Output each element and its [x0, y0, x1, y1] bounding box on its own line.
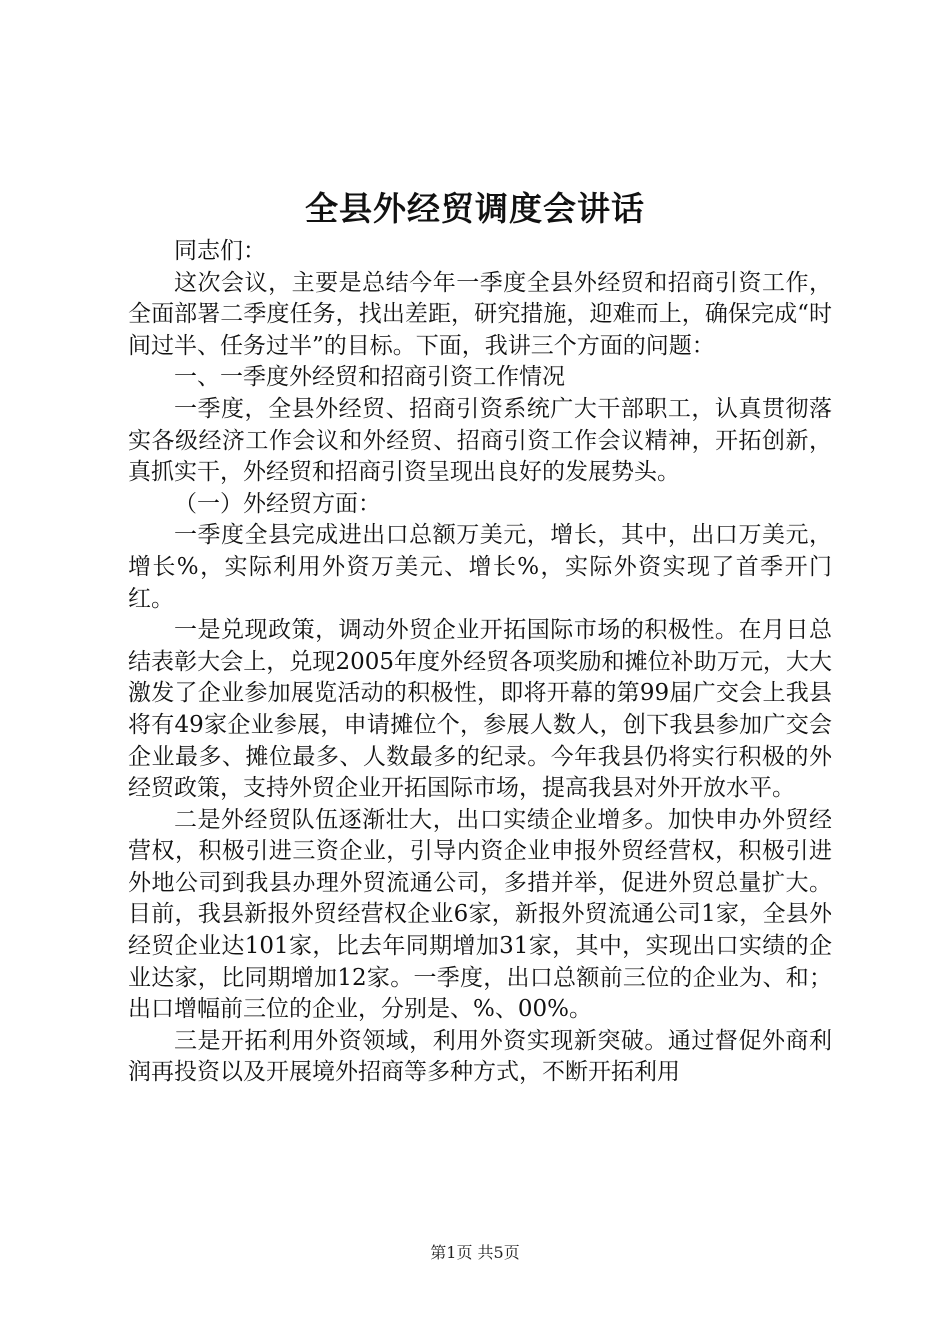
document-title: 全县外经贸调度会讲话	[305, 189, 645, 228]
subsection-heading: （一）外经贸方面：	[174, 490, 381, 517]
salutation: 同志们：	[174, 238, 266, 264]
body-paragraph: 一季度，全县外经贸、招商引资系统广大干部职工，认真贯彻落实各级经济工作会议和外经贸、招商引资工作会议精神，开拓创新，真抓实干，外经贸和招商引资呈现出良好的发展势头。	[128, 395, 832, 486]
page-footer: 第1页 共5页	[430, 1243, 520, 1262]
document-body	[128, 236, 832, 1089]
body-paragraph: 一季度全县完成进出口总额万美元，增长，其中，出口万美元，增长%，实际利用外资万美元、增长%，实际外资实现了首季开门红。	[128, 522, 832, 612]
body-paragraph: 一是兑现政策，调动外贸企业开拓国际市场的积极性。在月日总结表彰大会上，兑现2005年度外经贸各项奖励和摊位补助万元，大大激发了企业参加展览活动的积极性，即将开幕的第99届广交会上我县将有49家企业参展，申请摊位个，参展人数人，创下我县参加广交会企业最多、摊位最多、人数最多的纪录。今年我县仍将实行积极的外经贸政策，支持外贸企业开拓国际市场，提高我县对外开放水平。	[128, 617, 832, 802]
body-paragraph: 三是开拓利用外资领域，利用外资实现新突破。通过督促外商利润再投资以及开展境外招商等多种方式，不断开拓利用	[128, 1027, 832, 1086]
body-paragraph: 这次会议，主要是总结今年一季度全县外经贸和招商引资工作，全面部署二季度任务，找出差距，研究措施，迎难而上，确保完成“时间过半、任务过半”的目标。下面，我讲三个方面的问题：	[128, 269, 832, 359]
body-paragraph: 二是外经贸队伍逐渐壮大，出口实绩企业增多。加快申办外贸经营权，积极引进三资企业，引导内资企业申报外贸经营权，积极引进外地公司到我县办理外贸流通公司，多措并举，促进外贸总量扩大。目前，我县新报外贸经营权企业6家，新报外贸流通公司1家，全县外经贸企业达101家，比去年同期增加31家，其中，实现出口实绩的企业达家，比同期增加12家。一季度，出口总额前三位的企业为、和；出口增幅前三位的企业，分别是、%、00%。	[128, 806, 832, 1023]
section-heading: 一、一季度外经贸和招商引资工作情况	[174, 364, 565, 391]
